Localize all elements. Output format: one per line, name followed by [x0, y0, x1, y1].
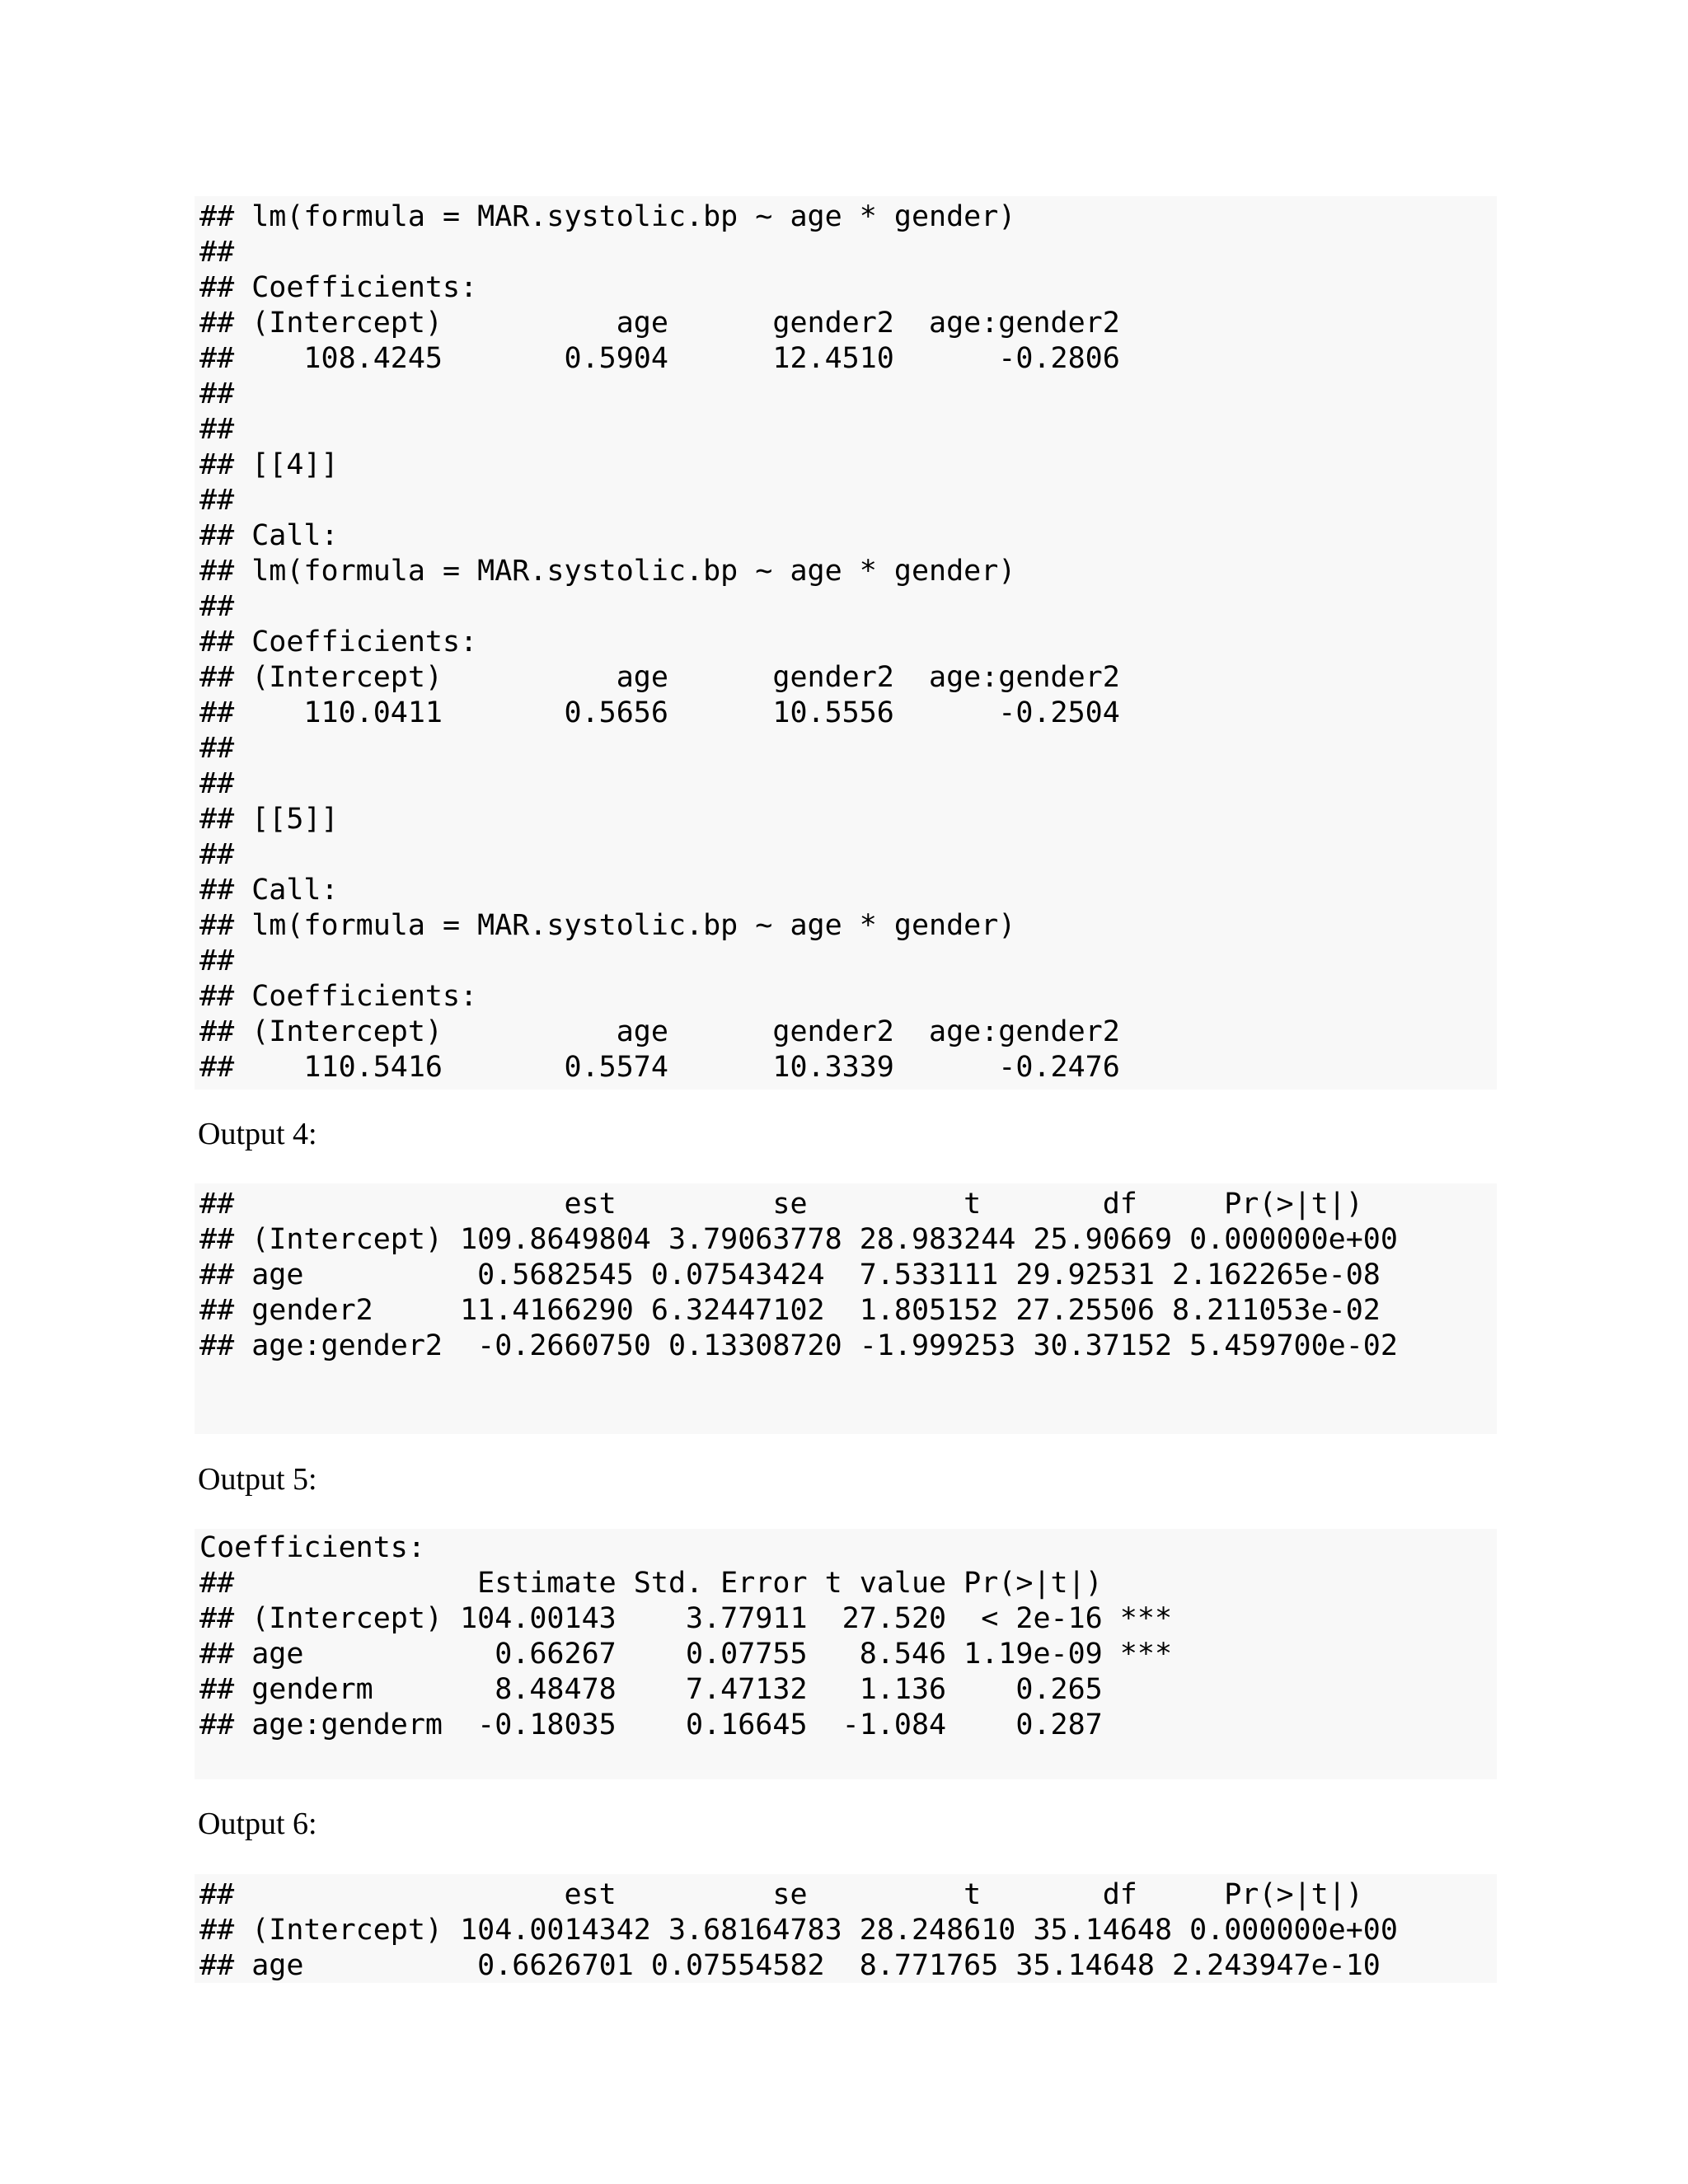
- code-line: ## (Intercept) age gender2 age:gender2: [199, 307, 1120, 340]
- code-line: ## (Intercept) age gender2 age:gender2: [199, 661, 1120, 694]
- code-line: ## est se t df Pr(>|t|): [199, 1878, 1363, 1911]
- code-line: ## est se t df Pr(>|t|): [199, 1188, 1363, 1221]
- code-line: ##: [199, 944, 235, 977]
- code-line: ## (Intercept) age gender2 age:gender2: [199, 1015, 1120, 1048]
- code-line: ## Estimate Std. Error t value Pr(>|t|): [199, 1567, 1103, 1600]
- code-line: ## (Intercept) 109.8649804 3.79063778 28.983244 25.90669 0.000000e+00: [199, 1223, 1398, 1256]
- code-line: ## 110.5416 0.5574 10.3339 -0.2476: [199, 1051, 1120, 1084]
- code-line: ## Coefficients:: [199, 626, 478, 658]
- code-line: ## [[5]]: [199, 803, 339, 836]
- output-6-label: Output 6:: [198, 1807, 317, 1841]
- code-line: ## Coefficients:: [199, 980, 478, 1013]
- code-line: ## age:genderm -0.18035 0.16645 -1.084 0.287: [199, 1708, 1103, 1741]
- code-line: ##: [199, 413, 235, 446]
- code-line: ## age:gender2 -0.2660750 0.13308720 -1.999253 30.37152 5.459700e-02: [199, 1329, 1398, 1362]
- code-line: ## gender2 11.4166290 6.32447102 1.805152 27.25506 8.211053e-02: [199, 1294, 1381, 1327]
- code-line: ## lm(formula = MAR.systolic.bp ~ age * gender): [199, 555, 1016, 588]
- code-line: ## Call:: [199, 519, 339, 552]
- code-line: ##: [199, 590, 235, 623]
- code-line: ## 108.4245 0.5904 12.4510 -0.2806: [199, 342, 1120, 375]
- code-line: ##: [199, 838, 235, 871]
- code-line: ##: [199, 377, 235, 410]
- code-block-output-6: [195, 1874, 1497, 1983]
- code-line: ## (Intercept) 104.00143 3.77911 27.520 < 2e-16 ***: [199, 1602, 1173, 1635]
- output-5-label: Output 5:: [198, 1462, 317, 1497]
- code-line: ## Call:: [199, 874, 339, 907]
- code-line: ## 110.0411 0.5656 10.5556 -0.2504: [199, 696, 1120, 729]
- code-line: ##: [199, 236, 235, 269]
- code-line: ## lm(formula = MAR.systolic.bp ~ age * gender): [199, 200, 1016, 233]
- code-block-output-4: [195, 1183, 1497, 1434]
- code-line: ## age 0.6626701 0.07554582 8.771765 35.14648 2.243947e-10: [199, 1949, 1381, 1982]
- code-line: ##: [199, 767, 235, 800]
- code-line: ##: [199, 732, 235, 765]
- output-4-label: Output 4:: [198, 1117, 317, 1151]
- code-line: ## (Intercept) 104.0014342 3.68164783 28.248610 35.14648 0.000000e+00: [199, 1914, 1398, 1947]
- code-line: ## age 0.5682545 0.07543424 7.533111 29.92531 2.162265e-08: [199, 1258, 1381, 1291]
- code-line: ## Coefficients:: [199, 271, 478, 304]
- code-line: Coefficients:: [199, 1531, 425, 1564]
- code-line: ## [[4]]: [199, 448, 339, 481]
- code-block-model-list: [195, 196, 1497, 1090]
- code-line: ## lm(formula = MAR.systolic.bp ~ age * gender): [199, 909, 1016, 942]
- code-line: ## age 0.66267 0.07755 8.546 1.19e-09 ***: [199, 1638, 1173, 1671]
- code-line: ## genderm 8.48478 7.47132 1.136 0.265: [199, 1673, 1103, 1706]
- code-block-output-5: [195, 1529, 1497, 1779]
- code-line: ##: [199, 484, 235, 517]
